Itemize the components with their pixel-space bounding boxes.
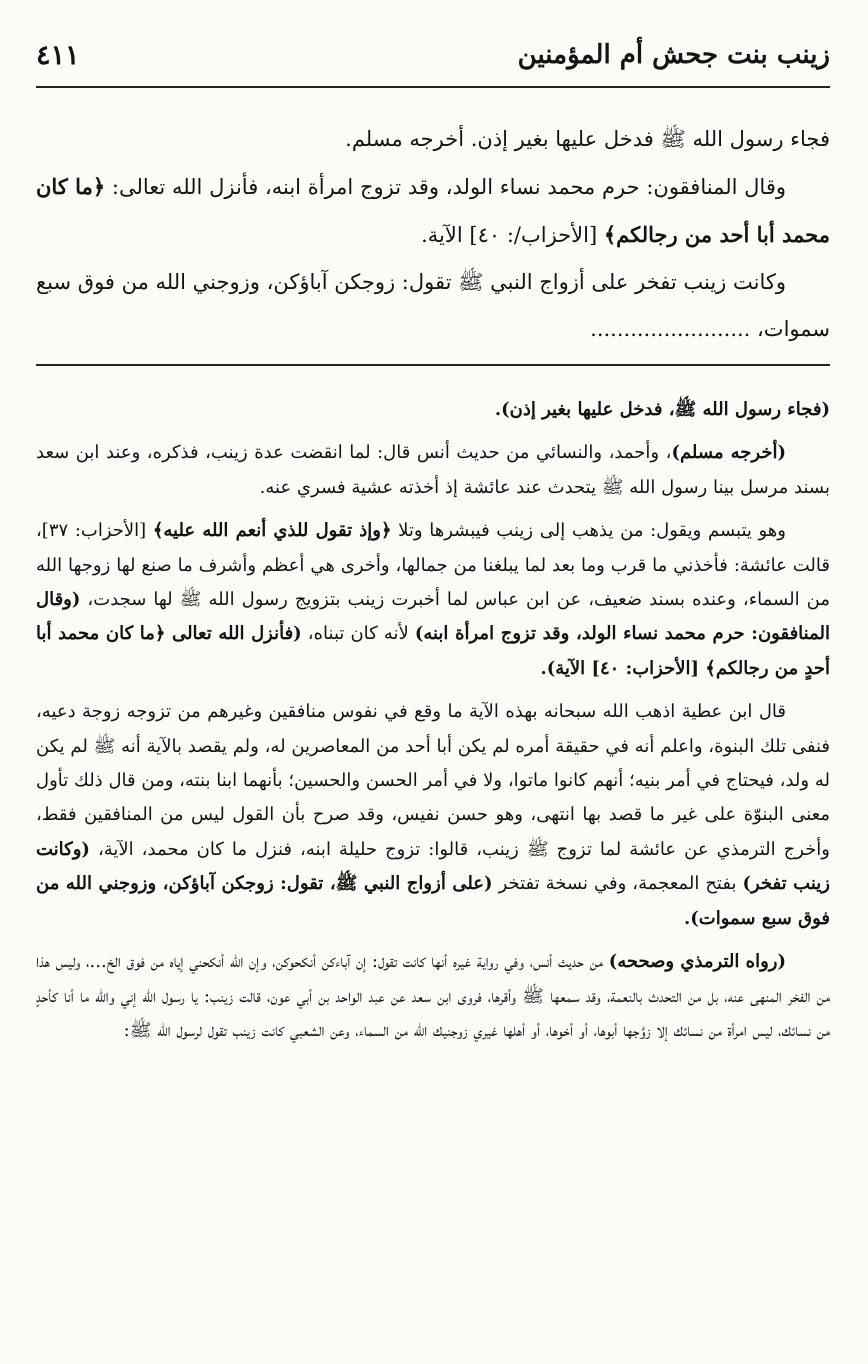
commentary-quote: (وقال المنافقون: حرم محمد نساء الولد، وقد تزوج امرأة ابنه) — [36, 589, 830, 645]
main-text-paragraph — [36, 163, 830, 259]
commentary-quote: (وكانت زينب تفخر) — [36, 838, 830, 895]
verse-reference: [الأحزاب/: ٤٠] الآية. — [421, 223, 604, 247]
header-divider — [36, 86, 830, 88]
main-text — [36, 116, 830, 353]
commentary-quote: (فأنزل الله تعالى ﴿ما كان محمد أبا أحدٍ من رجالكم﴾ [الأحزاب: ٤٠] الآية). — [36, 623, 830, 679]
main-text-paragraph: وكانت زينب تفخر على أزواج النبي ﷺ تقول: زوجكن آباؤكن، وزوجني الله من فوق سبع سموات، ........................ — [36, 270, 830, 341]
commentary-divider — [36, 364, 830, 366]
quran-quote: ﴿وإذ تقول للذي أنعم الله عليه﴾ — [152, 520, 392, 542]
commentary-quote: (أخرجه مسلم) — [671, 442, 786, 464]
commentary-segment: من حديث أنس، وفي رواية غيره أنها كانت تقول: إن آباءكن أنكحوكن، وإن الله أنكحني إياه من فوق الخ...، وليس هذا من الفخر المنهى عنه، بل من التحدث بالنعمة، وقد سمعها ﷺ وأقرها، فروى ابن سعد عن عبد الواحد بن أبي عون، قالت زينب: يا رسول الله إني والله ما أنا كأحدٍ من نسائك، ليس امرأة من نسائك إلا زوَّجها أبوها، أو أخوها، أو أهلها غيري زوجنيك الله من السماء، وعن الشعبي كانت زينب تقول لرسول الله ﷺ: — [36, 951, 830, 1041]
commentary-segment: ، وأحمد، والنسائي من حديث أنس قال: لما انقضت عدة زينب، فذكره، وعند ابن سعد بسند مرسل بينا رسول الله ﷺ يتحدث عند عائشة إذ أخذته عشية فسري عنه. — [36, 442, 830, 498]
commentary — [36, 393, 830, 1048]
commentary-segment: قال ابن عطية اذهب الله سبحانه بهذه الآية ما وقع في نفوس منافقين وغيرهم من تزوجه زوجة دعيه، فنفى تلك البنوة، واعلم أنه في حقيقة أمره لم يكن أبا أحد من المعاصرين له، ولم يقصد بالآية أنه ﷺ لم يكن له ولد، فيحتاج في أمر بنيه؛ أنهم كانوا ماتوا، ولا في أمر الحسن والحسين؛ بأنهما ابنا بنته، ومن قال ذلك تأول معنى البنوّة على غير ما قصد بها انتهى، وهو حسن نفيس، وقد صرح بأن القول ليس من المنافقين فقط، وأخرج الترمذي عن عائشة لما تزوج ﷺ زينب، قالوا: تزوج حليلة ابنه، فنزل ما كان محمد، الآية، — [36, 701, 830, 860]
commentary-heading: (فجاء رسول الله ﷺ، فدخل عليها بغير إذن). — [494, 399, 830, 420]
commentary-segment: [الأحزاب: ٣٧]، قالت عائشة: فأخذني ما قرب وما بعد لما يبلغنا من جمالها، وأخرى هي أعظم وأشرف ما صنع لها زوجها الله من السماء، وعنده بسند ضعيف، عن ابن عباس لما أخبرت زينب بتزويج رسول الله ﷺ لها سجدت، — [36, 520, 830, 611]
commentary-paragraph — [36, 514, 830, 686]
running-title: زينب بنت جحش أم المؤمنين — [517, 40, 830, 70]
commentary-paragraph — [36, 436, 830, 505]
page-number: ٤١١ — [36, 39, 80, 71]
commentary-segment: بفتح المعجمة، وفي نسخة تفتخر — [492, 873, 743, 895]
commentary-segment: لأنه كان تبناه، — [301, 623, 415, 645]
main-text-segment: وقال المنافقون: حرم محمد نساء الولد، وقد تزوج امرأة ابنه، فأنزل الله تعالى: — [105, 175, 786, 199]
commentary-segment: وهو يتبسم ويقول: من يذهب إلى زينب فيبشرها وتلا — [391, 520, 786, 542]
quran-quote: ﴿ما كان محمد أبا أحد من رجالكم﴾ — [36, 174, 830, 247]
commentary-paragraph — [36, 945, 830, 1048]
commentary-quote: (رواه الترمذي وصححه) — [608, 951, 786, 973]
main-text-line: فجاء رسول الله ﷺ فدخل عليها بغير إذن. أخرجه مسلم. — [345, 127, 830, 151]
commentary-quote: (على أزواج النبي ﷺ، تقول: زوجكن آباؤكن، وزوجني الله من فوق سبع سموات). — [36, 873, 830, 929]
commentary-paragraph — [36, 695, 830, 936]
page-header — [36, 30, 830, 80]
